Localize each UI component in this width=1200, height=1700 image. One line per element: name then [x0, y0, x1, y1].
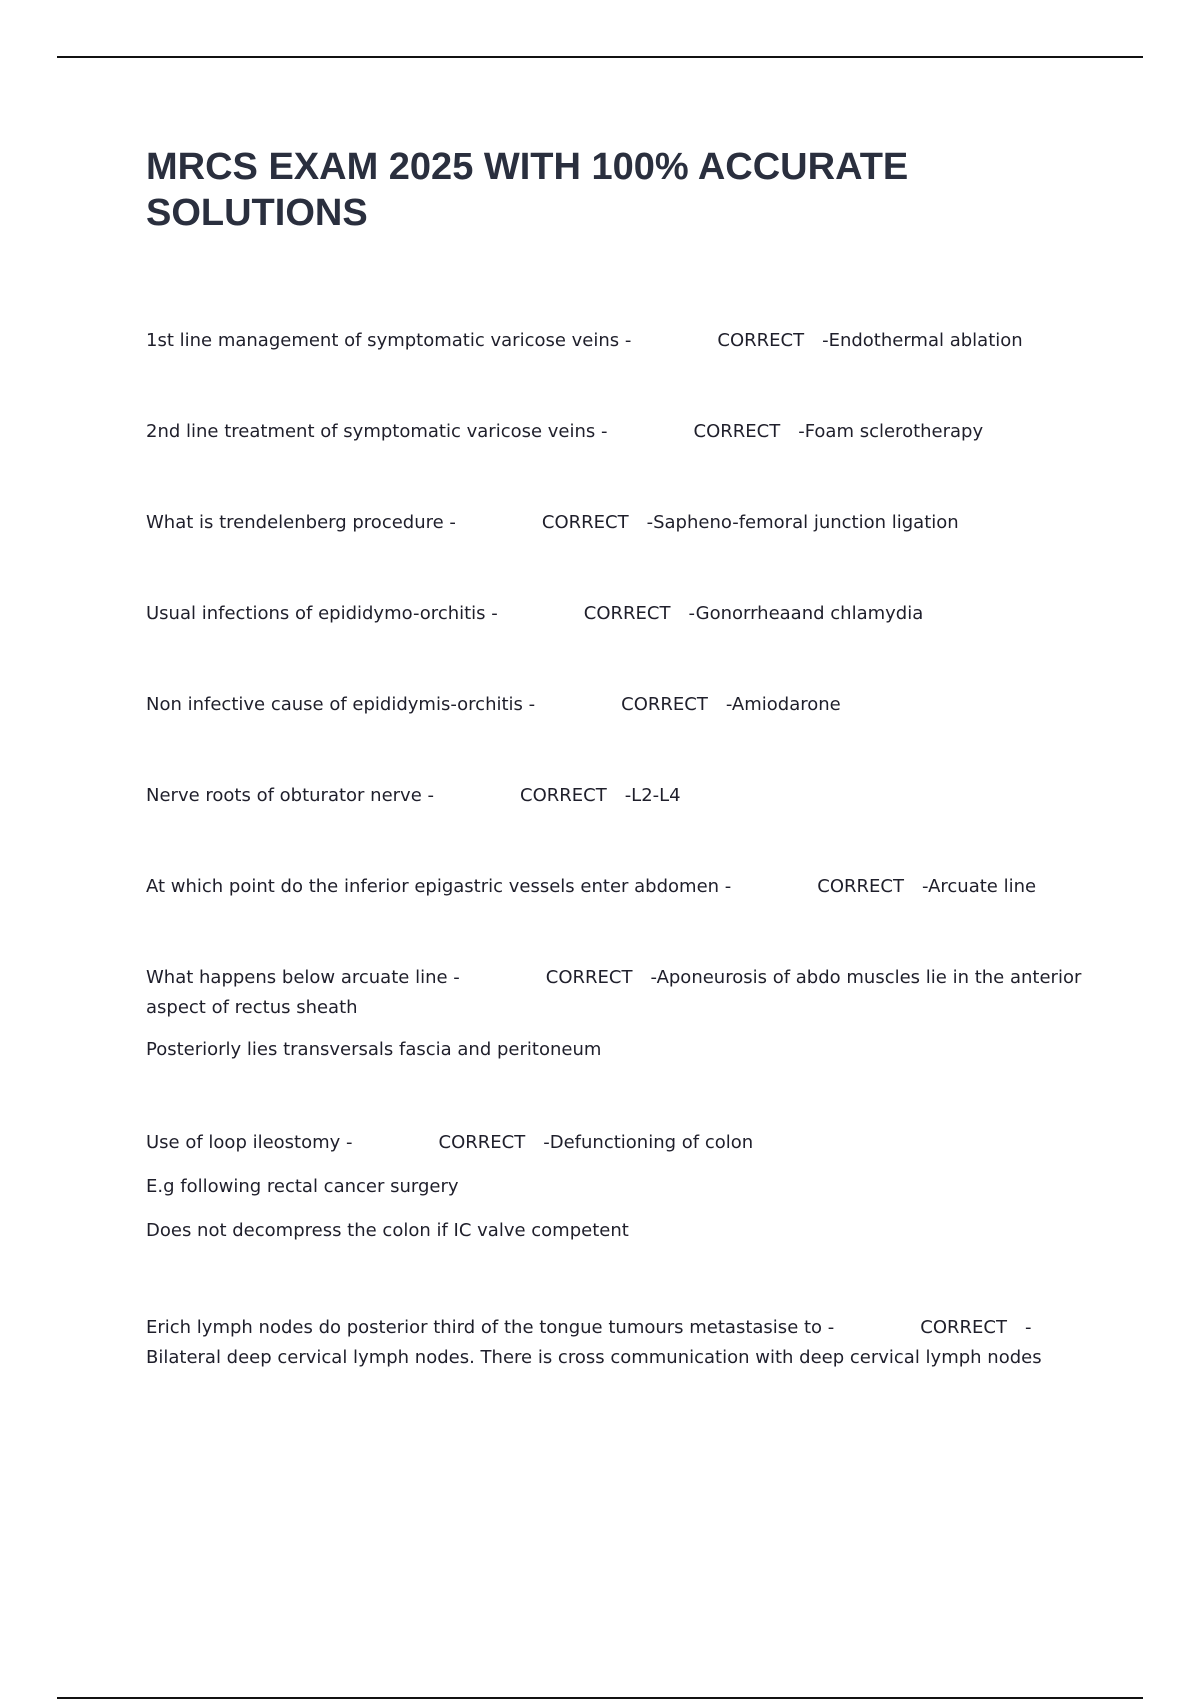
correct-label: CORRECT: [693, 421, 781, 442]
correct-label: CORRECT: [438, 1132, 526, 1153]
answer-text: -Endothermal ablation: [822, 330, 1023, 351]
qa-item-6: [146, 781, 1086, 811]
question-text: Non infective cause of epididymis-orchitis -: [146, 694, 536, 715]
extra-line: E.g following rectal cancer surgery: [146, 1176, 459, 1197]
question-text: Erich lymph nodes do posterior third of the tongue tumours metastasise to -: [146, 1317, 835, 1338]
question-text: 2nd line treatment of symptomatic varicose veins -: [146, 421, 608, 442]
question-text: Nerve roots of obturator nerve -: [146, 785, 434, 806]
qa-item-8: [146, 963, 1086, 1065]
question-text: 1st line management of symptomatic varicose veins -: [146, 330, 632, 351]
correct-label: CORRECT: [920, 1317, 1007, 1338]
qa-item-7: [146, 872, 1086, 902]
extra-line: Posteriorly lies transversals fascia and peritoneum: [146, 1039, 602, 1060]
correct-label: CORRECT: [520, 785, 607, 806]
correct-label: CORRECT: [621, 694, 708, 715]
qa-item-2: [146, 417, 1086, 447]
correct-label: CORRECT: [817, 876, 904, 897]
qa-item-1: [146, 326, 1086, 356]
answer-text: -Gonorrheaand chlamydia: [688, 603, 924, 624]
extra-line: Does not decompress the colon if IC valve competent: [146, 1220, 629, 1241]
answer-text: -Defunctioning of colon: [543, 1132, 754, 1153]
qa-item-4: [146, 599, 1086, 629]
top-rule: [57, 56, 1143, 58]
correct-label: CORRECT: [583, 603, 671, 624]
correct-label: CORRECT: [545, 967, 633, 988]
question-text: At which point do the inferior epigastric vessels enter abdomen -: [146, 876, 732, 897]
correct-label: CORRECT: [717, 330, 805, 351]
answer-text: -Aponeurosis of abdo muscles lie in the anterior aspect of rectus sheath: [146, 967, 1082, 1018]
qa-item-5: [146, 690, 1086, 720]
document-title: MRCS EXAM 2025 WITH 100% ACCURATE SOLUTIONS: [146, 146, 909, 234]
qa-item-3: [146, 508, 1086, 538]
question-text: What happens below arcuate line -: [146, 967, 460, 988]
question-text: Usual infections of epididymo-orchitis -: [146, 603, 498, 624]
correct-label: CORRECT: [541, 512, 629, 533]
question-text: What is trendelenberg procedure -: [146, 512, 456, 533]
answer-text: -Bilateral deep cervical lymph nodes. There is cross communication with deep cervical lymph nodes: [146, 1317, 1042, 1368]
qa-item-10: [146, 1313, 1086, 1373]
answer-text: -Sapheno-femoral junction ligation: [646, 512, 959, 533]
answer-text: -Foam sclerotherapy: [798, 421, 984, 442]
qa-item-9: [146, 1128, 1086, 1246]
answer-text: -L2-L4: [624, 785, 681, 806]
answer-text: -Arcuate line: [921, 876, 1037, 897]
bottom-rule: [57, 1697, 1143, 1699]
question-text: Use of loop ileostomy -: [146, 1132, 353, 1153]
answer-text: -Amiodarone: [725, 694, 841, 715]
